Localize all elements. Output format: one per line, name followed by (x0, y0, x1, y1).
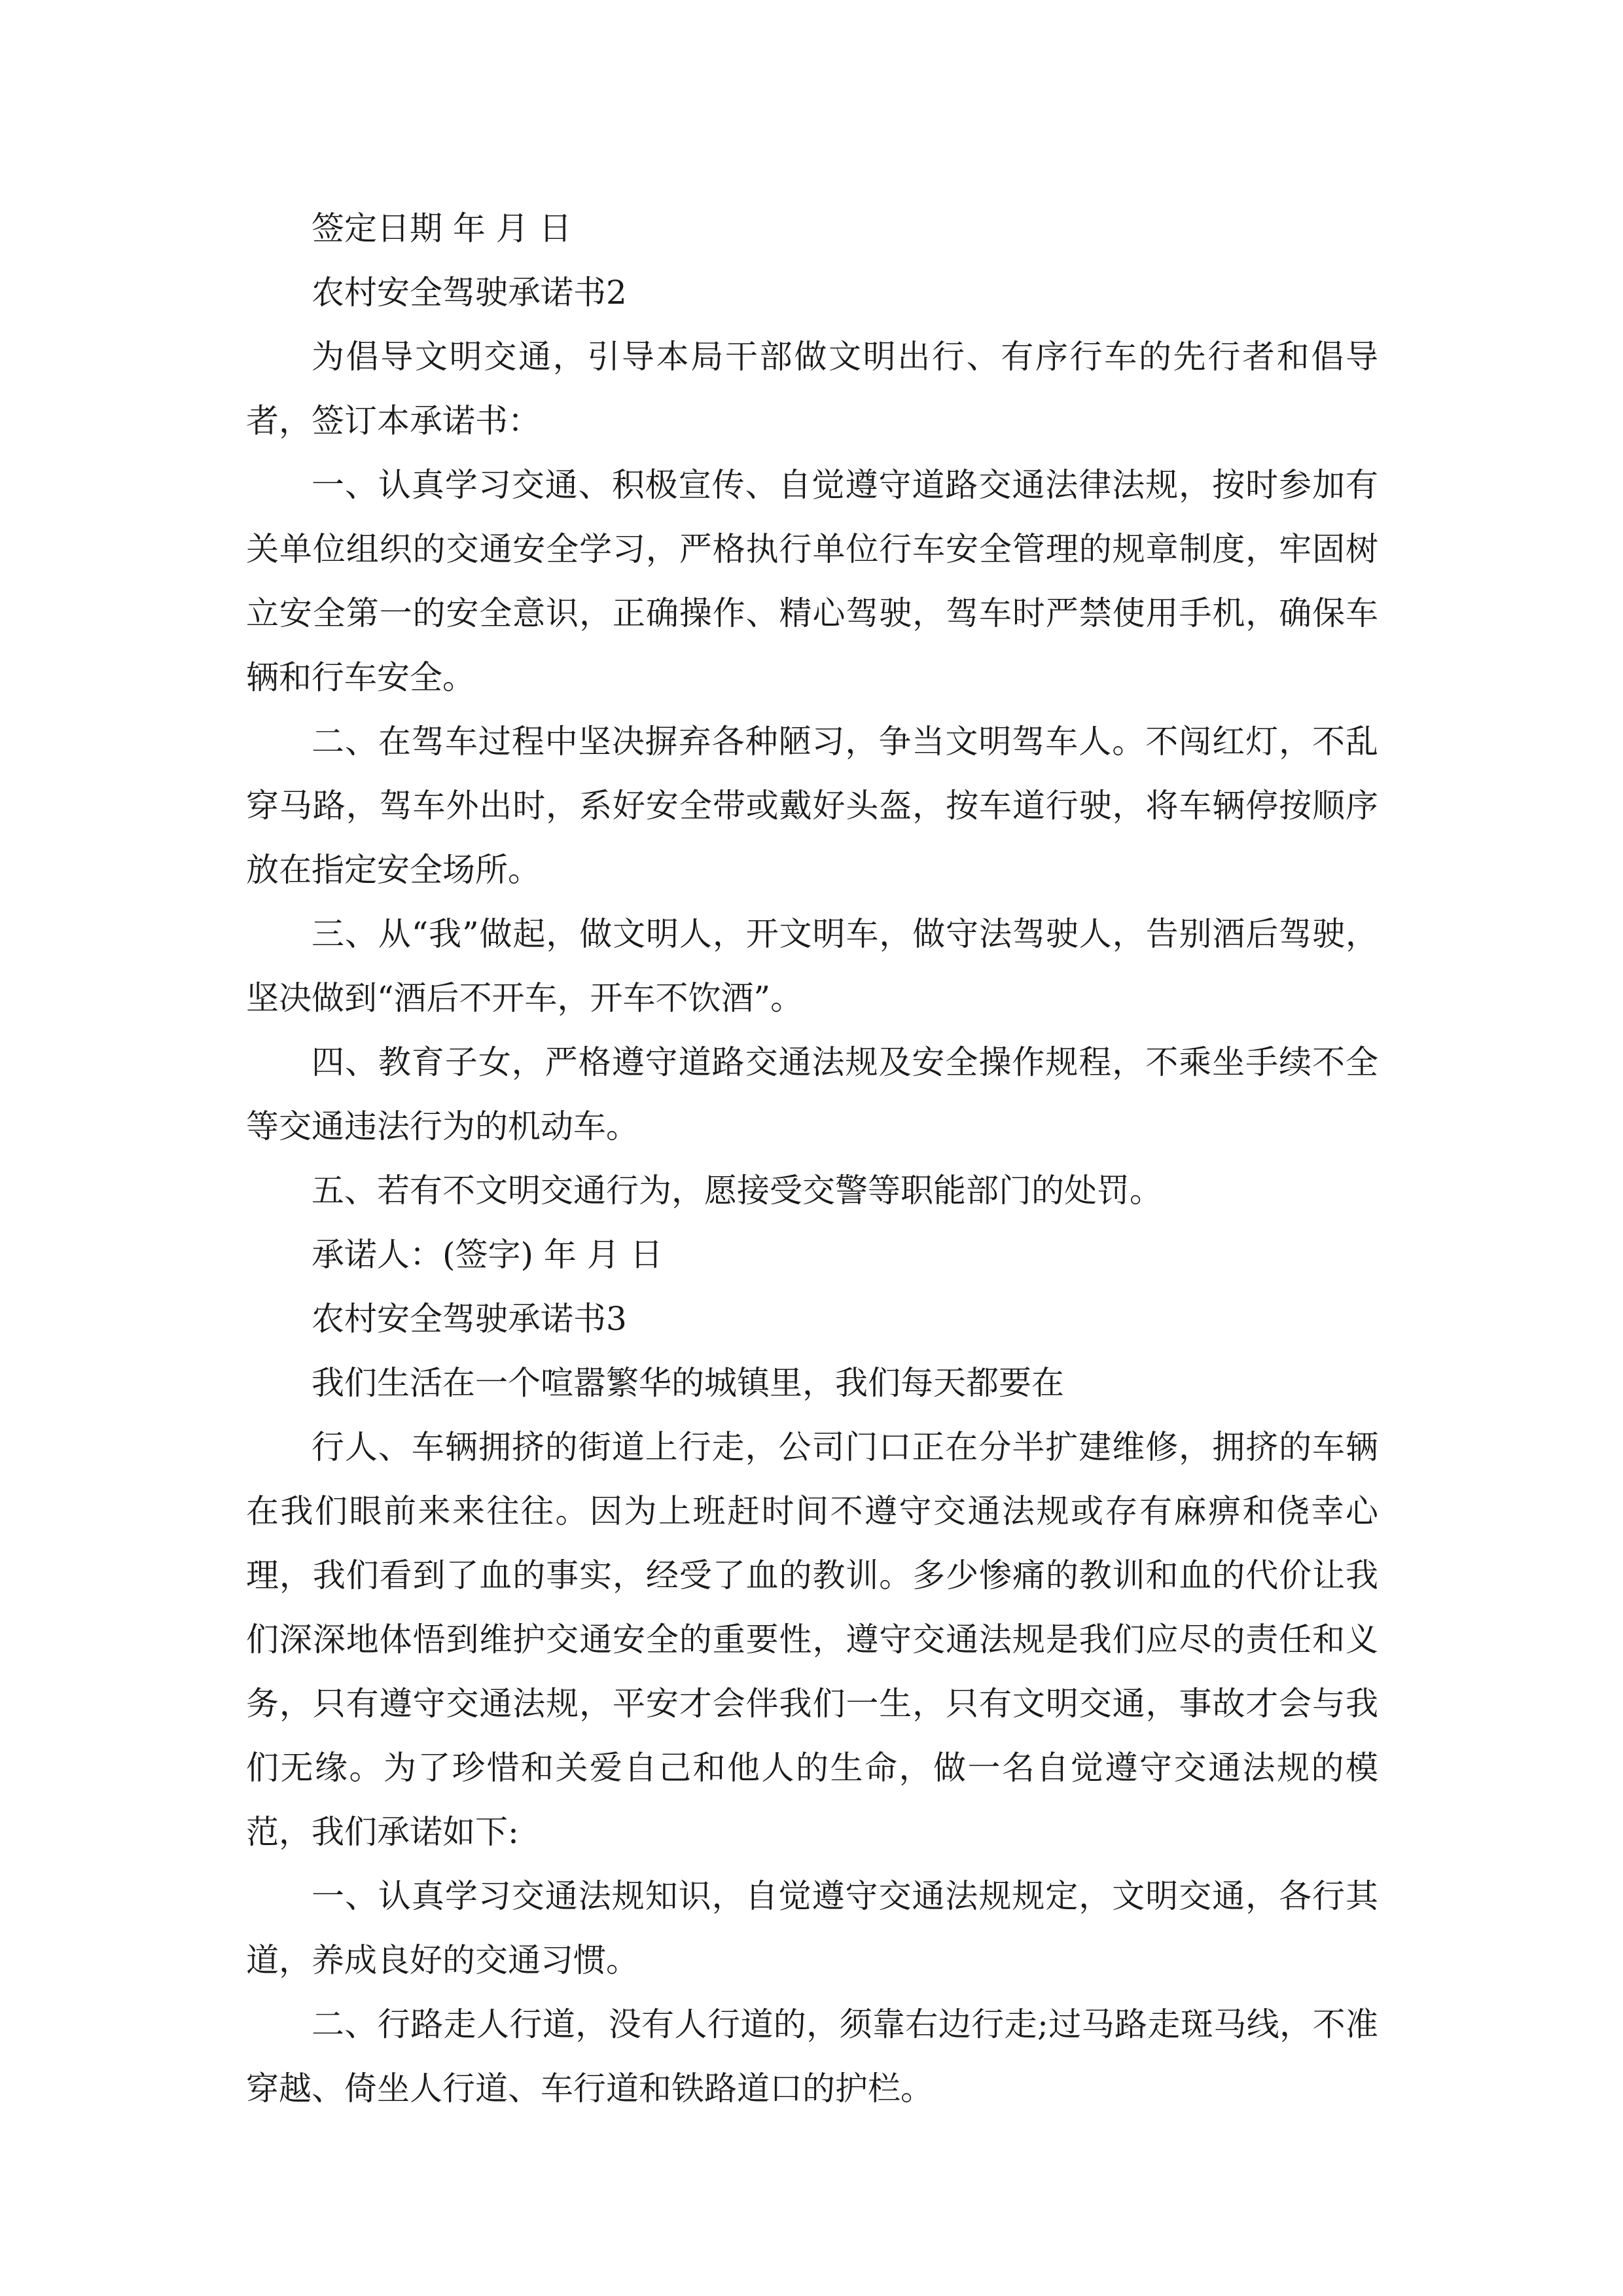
paragraph-item-2: 二、在驾车过程中坚决摒弃各种陋习，争当文明驾车人。不闯红灯，不乱穿马路，驾车外出时，系好安全带或戴好头盔，按车道行驶，将车辆停按顺序放在指定安全场所。 (246, 723, 1378, 889)
document-body (246, 196, 1378, 2121)
paragraph-body: 行人、车辆拥挤的街道上行走，公司门口正在分半扩建维修，拥挤的车辆在我们眼前来来往往。因为上班赶时间不遵守交通法规或存有麻痹和侥幸心理，我们看到了血的事实，经受了血的教训。多少惨痛的教训和血的代价让我们深深地体悟到维护交通安全的重要性，遵守交通法规是我们应尽的责任和义务，只有遵守交通法规，平安才会伴我们一生，只有文明交通，事故才会与我们无缘。为了珍惜和关爱自己和他人的生命，做一名自觉遵守交通法规的模范，我们承诺如下: (246, 1428, 1378, 1851)
section-title-2: 农村安全驾驶承诺书2 (312, 274, 627, 312)
paragraph-pledge-2: 二、行路走人行道，没有人行道的，须靠右边行走;过马路走斑马线，不准穿越、倚坐人行道、车行道和铁路道口的护栏。 (246, 2005, 1378, 2108)
paragraph-item-3: 三、从“我”做起，做文明人，开文明车，做守法驾驶人，告别酒后驾驶，坚决做到“酒后不开车，开车不饮酒”。 (246, 915, 1378, 1017)
signature-line: 承诺人：(签字) 年 月 日 (312, 1236, 663, 1274)
section-title-3: 农村安全驾驶承诺书3 (312, 1300, 627, 1338)
paragraph-pledge-1: 一、认真学习交通法规知识，自觉遵守交通法规规定，文明交通，各行其道，养成良好的交通习惯。 (246, 1877, 1378, 1979)
signing-date-line: 签定日期 年 月 日 (312, 209, 572, 247)
paragraph-intro: 为倡导文明交通，引导本局干部做文明出行、有序行车的先行者和倡导者，签订本承诺书： (246, 338, 1378, 440)
paragraph-item-1: 一、认真学习交通、积极宣传、自觉遵守道路交通法律法规，按时参加有关单位组织的交通安全学习，严格执行单位行车安全管理的规章制度，牢固树立安全第一的安全意识，正确操作、精心驾驶，驾车时严禁使用手机，确保车辆和行车安全。 (246, 466, 1378, 696)
paragraph-item-5: 五、若有不文明交通行为，愿接受交警等职能部门的处罚。 (312, 1172, 1162, 1210)
paragraph-item-4: 四、教育子女，严格遵守道路交通法规及安全操作规程，不乘坐手续不全等交通违法行为的机动车。 (246, 1043, 1378, 1145)
paragraph-opening: 我们生活在一个喧嚣繁华的城镇里，我们每天都要在 (312, 1364, 1064, 1402)
